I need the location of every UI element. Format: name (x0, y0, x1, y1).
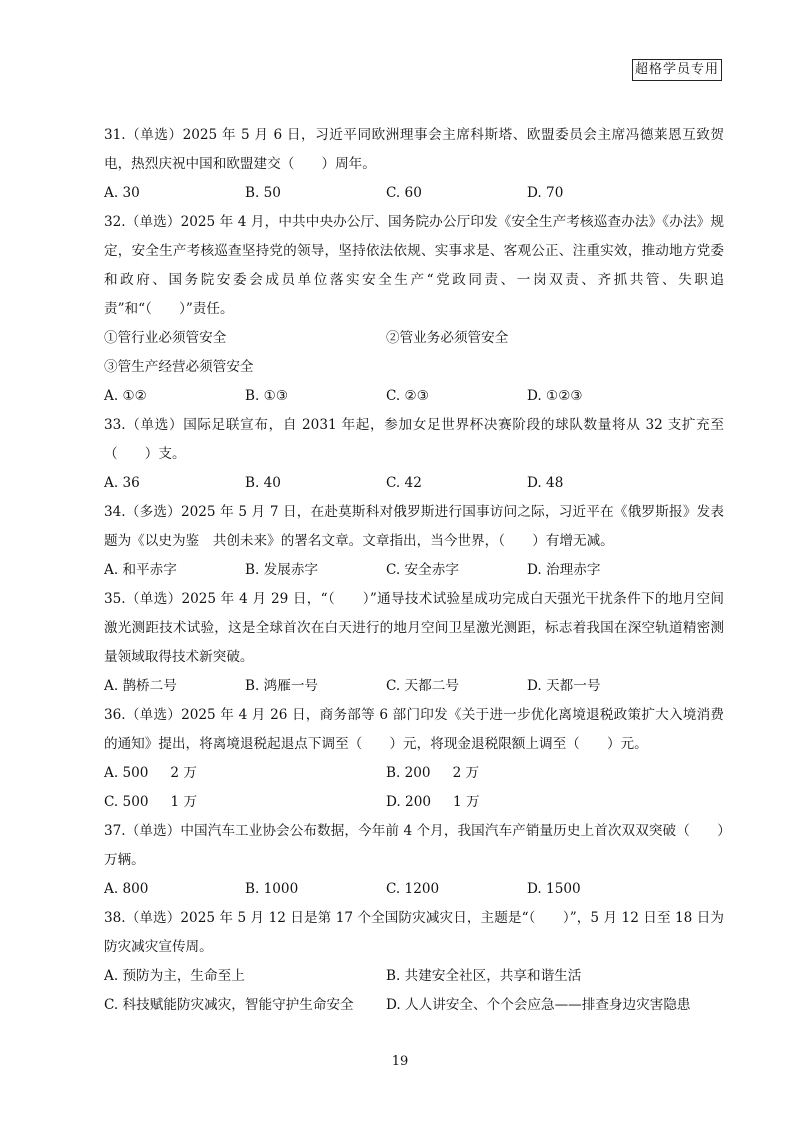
question-stem: 33.（单选）国际足联宣布，自 2031 年起，参加女足世界杯决赛阶段的球队数量将从 32 支扩充至（ ）支。 (104, 417, 724, 462)
option-a: A. 30 (104, 185, 140, 201)
option-c: C. 科技赋能防灾减灾，智能守护生命安全 (104, 997, 354, 1013)
option-a: A. 36 (104, 475, 140, 491)
page-number: 19 (391, 1054, 409, 1069)
question-31 (104, 121, 724, 208)
options-row (104, 672, 724, 701)
option-b: B. 1000 (245, 881, 299, 897)
option-c-value: 1 万 (170, 794, 198, 810)
option-b: B. 40 (245, 475, 281, 491)
option-a-label: A. 500 (104, 765, 149, 781)
question-32 (104, 208, 724, 411)
option-d (386, 788, 668, 817)
option-b (386, 759, 668, 788)
option-d: D. ①②③ (527, 388, 583, 404)
option-d: D. 1500 (527, 881, 581, 897)
options-row (104, 469, 724, 498)
option-c: C. 60 (386, 185, 422, 201)
option-a: A. 鹊桥二号 (104, 678, 177, 694)
options-row (104, 962, 724, 991)
option-a (104, 759, 386, 788)
options-row (104, 382, 724, 411)
options-row (104, 179, 724, 208)
question-stem: 36.（单选）2025 年 4 月 26 日，商务部等 6 部门印发《关于进一步优化离境退税政策扩大入境消费的通知》提出，将离境退税起退点下调至（ ）元，将现金退税限额上调至（ ）元。 (104, 707, 724, 752)
option-c: C. 1200 (386, 881, 440, 897)
question-36 (104, 701, 724, 817)
statement-2: ②管业务必须管安全 (386, 330, 509, 346)
statement-1: ①管行业必须管安全 (104, 330, 227, 346)
option-b-value: 2 万 (452, 765, 480, 781)
option-c: C. 天都二号 (386, 678, 459, 694)
statement-3: ③管生产经营必须管安全 (104, 359, 254, 375)
option-a: A. 和平赤字 (104, 562, 177, 578)
option-c: C. 安全赤字 (386, 562, 459, 578)
options-row (104, 759, 724, 788)
option-d: D. 治理赤字 (527, 562, 601, 578)
option-b: B. ①③ (245, 388, 289, 404)
option-d: D. 天都一号 (527, 678, 601, 694)
exclusive-badge: 超格学员专用 (632, 59, 722, 81)
option-b-label: B. 200 (386, 765, 431, 781)
question-list (104, 121, 724, 1020)
options-row (104, 556, 724, 585)
option-d: D. 70 (527, 185, 564, 201)
option-a-value: 2 万 (170, 765, 197, 781)
question-38 (104, 904, 724, 1020)
option-d-value: 1 万 (453, 794, 480, 810)
option-a: A. 预防为主，生命至上 (104, 968, 245, 984)
statements-row (104, 324, 724, 353)
options-row (104, 875, 724, 904)
option-c: C. 42 (386, 475, 422, 491)
statements-row (104, 353, 724, 382)
question-stem: 37.（单选）中国汽车工业协会公布数据，今年前 4 个月，我国汽车产销量历史上首次双双突破（ ）万辆。 (104, 823, 724, 868)
question-stem: 31.（单选）2025 年 5 月 6 日，习近平同欧洲理事会主席科斯塔、欧盟委员会主席冯德莱恩互致贺电，热烈庆祝中国和欧盟建交（ ）周年。 (104, 127, 724, 172)
option-b: B. 共建安全社区，共享和谐生活 (386, 968, 582, 984)
option-c (104, 788, 386, 817)
question-34 (104, 498, 724, 585)
options-row (104, 788, 724, 817)
option-d: D. 人人讲安全、个个会应急——排查身边灾害隐患 (386, 997, 691, 1013)
option-d: D. 48 (527, 475, 564, 491)
option-b: B. 发展赤字 (245, 562, 319, 578)
option-c: C. ②③ (386, 388, 429, 404)
option-a: A. ①② (104, 388, 147, 404)
question-35 (104, 585, 724, 701)
options-row (104, 991, 724, 1020)
option-a: A. 800 (104, 881, 149, 897)
option-b: B. 鸿雁一号 (245, 678, 319, 694)
question-stem: 34.（多选）2025 年 5 月 7 日，在赴莫斯科对俄罗斯进行国事访问之际，习近平在《俄罗斯报》发表题为《以史为鉴 共创未来》的署名文章。文章指出，当今世界，（ ）有增无减。 (104, 504, 724, 549)
question-stem: 38.（单选）2025 年 5 月 12 日是第 17 个全国防灾减灾日，主题是“（ ）”，5 月 12 日至 18 日为防灾减灾宣传周。 (104, 910, 724, 955)
question-37 (104, 817, 724, 904)
question-stem: 32.（单选）2025 年 4 月，中共中央办公厅、国务院办公厅印发《安全生产考核巡查办法》《办法》规定，安全生产考核巡查坚持党的领导，坚持依法依规、实事求是、客观公正、注重实效，推动地方党委和政府、国务院安委会成员单位落实安全生产“党政同责、一岗双责、齐抓共管、失职追责”和“（ ）”责任。 (104, 214, 724, 317)
option-b: B. 50 (245, 185, 281, 201)
option-c-label: C. 500 (104, 794, 149, 810)
option-d-label: D. 200 (386, 794, 432, 810)
question-stem: 35.（单选）2025 年 4 月 29 日，“（ ）”通导技术试验星成功完成白天强光干扰条件下的地月空间激光测距技术试验，这是全球首次在白天进行的地月空间卫星激光测距，标志着我国在深空轨道精密测量领域取得技术新突破。 (104, 591, 724, 665)
question-33 (104, 411, 724, 498)
